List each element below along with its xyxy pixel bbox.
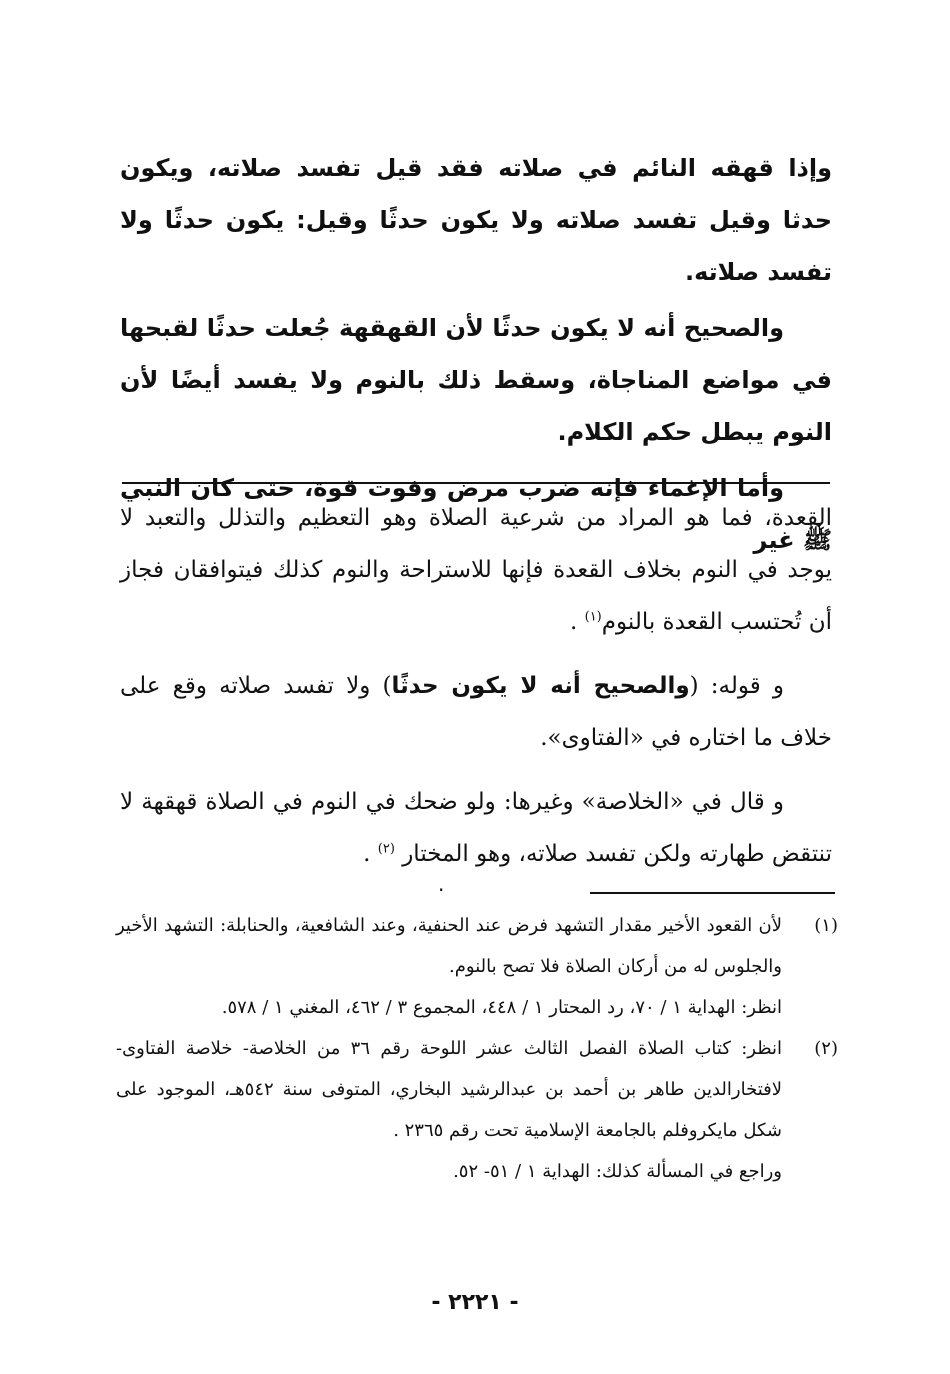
commentary-paragraph-3-text: و قال في «الخلاصة» وغيرها: ولو ضحك في النوم في الصلاة قهقهة لا تنتقض طهارته ولكن تفسد صلاته، وهو المختار xyxy=(120,789,832,867)
footnote-line: وراجع في المسألة كذلك: الهداية ١ / ٥١- ٥٢. xyxy=(453,1161,782,1182)
footnote-number: (١) xyxy=(814,915,838,936)
footnote-ref-1[interactable]: (١) xyxy=(584,609,602,625)
footnote-ref-2[interactable]: (٢) xyxy=(377,841,395,857)
footnote-1 xyxy=(116,905,838,1028)
commentary-paragraph-2 xyxy=(120,660,832,764)
commentary-paragraph-3 xyxy=(120,776,832,880)
commentary-paragraph-3-end: . xyxy=(363,841,371,867)
footnotes xyxy=(116,905,838,1192)
commentary-paragraph-1-text: القعدة، فما هو المراد من شرعية الصلاة وهو التعظيم والتذلل والتعبد لا يوجد في النوم بخلاف القعدة فإنها للاستراحة والنوم كذلك فيتوافقان فجاز أن تُحتسب القعدة بالنوم xyxy=(120,505,832,635)
footnote-number: (٢) xyxy=(814,1038,838,1059)
footnote-separator-rule xyxy=(590,892,835,894)
quoted-main-text: والصحيح أنه لا يكون حدثًا xyxy=(391,673,690,699)
commentary-paragraph-2-end: ) ولا تفسد صلاته وقع على خلاف ما اختاره في «الفتاوى». xyxy=(120,673,832,751)
footnote-line: لأن القعود الأخير مقدار التشهد فرض عند الحنفية، وعند الشافعية، والحنابلة: التشهد الأخير والجلوس له من أركان الصلاة فلا تصح بالنوم. xyxy=(116,915,782,977)
footnote-line: انظر: كتاب الصلاة الفصل الثالث عشر اللوحة رقم ٣٦ من الخلاصة- خلاصة الفتاوى- لافتخارالدين طاهر بن أحمد بن عبدالرشيد البخاري، المتوفى سنة ٥٤٢هـ، الموجود على شكل مايكروفلم بالجامعة الإسلامية تحت رقم ٢٣٦٥ . xyxy=(116,1038,782,1141)
footnote-line: انظر: الهداية ١ / ٧٠، رد المحتار ١ / ٤٤٨، المجموع ٣ / ٤٦٢، المغني ١ / ٥٧٨. xyxy=(221,997,782,1018)
text-separator-rule xyxy=(122,482,830,484)
main-paragraph-1: وإذا قهقه النائم في صلاته فقد قيل تفسد صلاته، ويكون حدثا وقيل تفسد صلاته ولا يكون حدثًا وقيل: يكون حدثًا ولا تفسد صلاته. xyxy=(120,154,832,286)
page-number: - ٢٢٢١ - xyxy=(431,1290,519,1315)
commentary-text xyxy=(120,492,832,880)
main-paragraph-3: وأما الإغماء فإنه ضرب مرض وفوت قوة، حتى كان النبي ﷺ غير xyxy=(120,474,832,554)
stray-dot: . xyxy=(438,872,445,896)
main-paragraph-2: والصحيح أنه لا يكون حدثًا لأن القهقهة جُعلت حدثًا لقبحها في مواضع المناجاة، وسقط ذلك بالنوم ولا يفسد أيضًا لأن النوم يبطل حكم الكلام. xyxy=(120,314,832,446)
footnote-body xyxy=(116,905,782,1028)
commentary-paragraph-2-start: و قوله: ( xyxy=(689,673,785,699)
footnote-2 xyxy=(116,1028,838,1192)
footnote-body xyxy=(116,1028,782,1192)
commentary-paragraph-1-end: . xyxy=(569,609,578,635)
commentary-paragraph-1 xyxy=(120,492,832,648)
